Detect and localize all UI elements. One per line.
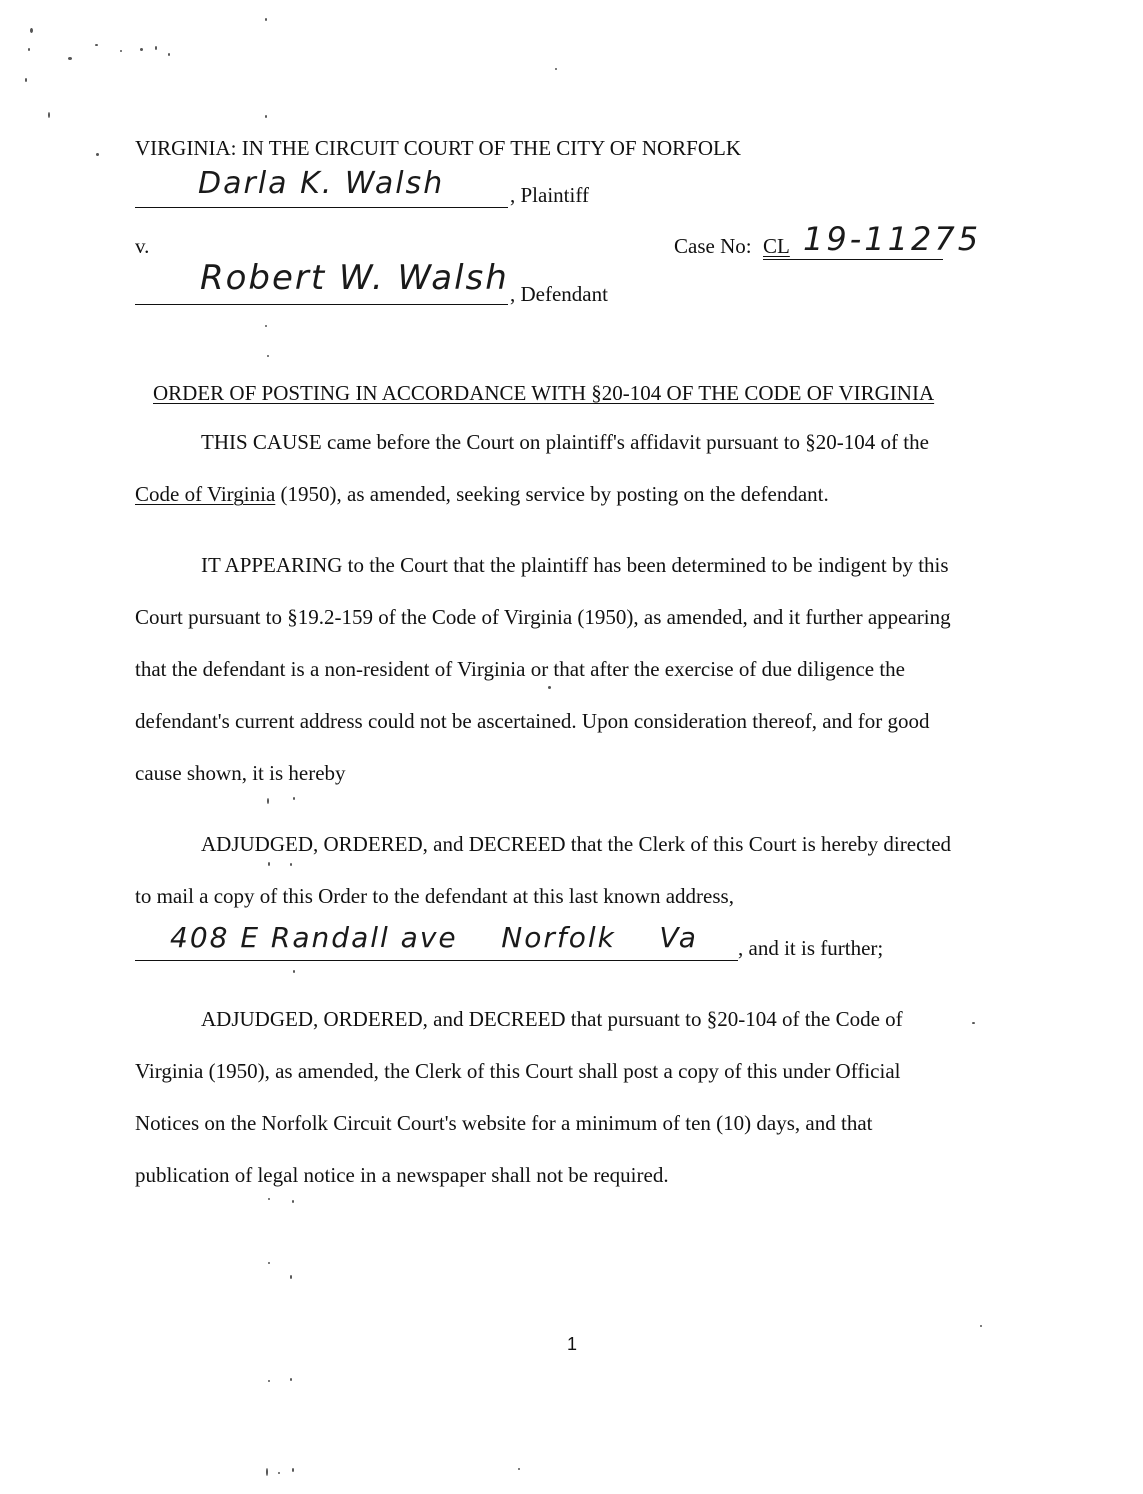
address-suffix: , and it is further; — [738, 936, 884, 960]
paragraph-2-line-4: defendant's current address could not be ascertained. Upon consideration thereof, and for good — [135, 709, 930, 733]
case-number-handwritten: 19-11275 — [803, 220, 982, 258]
paragraph-1-line-2 — [135, 484, 829, 505]
plaintiff-label: , Plaintiff — [510, 183, 589, 207]
paragraph-4-line-4: publication of legal notice in a newspaper shall not be required. — [135, 1163, 669, 1187]
versus-label: v. — [135, 234, 150, 258]
paragraph-3-line-1: ADJUDGED, ORDERED, and DECREED that the Clerk of this Court is hereby directed — [201, 832, 952, 856]
defendant-label: , Defendant — [510, 282, 608, 306]
paragraph-1-line-2-rest: (1950), as amended, seeking service by posting on the defendant. — [275, 482, 829, 506]
order-title: ORDER OF POSTING IN ACCORDANCE WITH §20-104 OF THE CODE OF VIRGINIA — [153, 381, 935, 405]
paragraph-4-line-2: Virginia (1950), as amended, the Clerk of this Court shall post a copy of this under Official — [135, 1059, 901, 1083]
court-caption: VIRGINIA: IN THE CIRCUIT COURT OF THE CITY OF NORFOLK — [135, 136, 742, 160]
paragraph-3-line-2: to mail a copy of this Order to the defendant at this last known address, — [135, 884, 734, 908]
case-prefix: CL — [763, 234, 790, 258]
plaintiff-name-handwritten: Darla K. Walsh — [198, 166, 445, 201]
paragraph-1-line-1: THIS CAUSE came before the Court on plaintiff's affidavit pursuant to §20-104 of the — [201, 430, 929, 454]
paragraph-2-line-2: Court pursuant to §19.2-159 of the Code of Virginia (1950), as amended, and it further appearing — [135, 605, 951, 629]
paragraph-2-line-3: that the defendant is a non-resident of Virginia or that after the exercise of due diligence the — [135, 657, 906, 681]
code-of-virginia-reference: Code of Virginia — [135, 482, 276, 506]
page-number: 1 — [567, 1334, 578, 1354]
defendant-name-handwritten: Robert W. Walsh — [200, 258, 509, 298]
address-handwritten: 408 E Randall ave Norfolk Va — [170, 921, 698, 954]
paragraph-2-line-5: cause shown, it is hereby — [135, 761, 346, 785]
paragraph-4-line-3: Notices on the Norfolk Circuit Court's website for a minimum of ten (10) days, and that — [135, 1111, 873, 1135]
address-line — [135, 960, 738, 961]
paragraph-4-line-1: ADJUDGED, ORDERED, and DECREED that pursuant to §20-104 of the Code of — [201, 1007, 903, 1031]
case-number-underline — [763, 259, 943, 260]
case-number-label: Case No: — [674, 234, 752, 258]
plaintiff-signature-line — [135, 207, 508, 208]
defendant-signature-line — [135, 304, 508, 305]
paragraph-2-line-1: IT APPEARING to the Court that the plaintiff has been determined to be indigent by this — [201, 553, 949, 577]
